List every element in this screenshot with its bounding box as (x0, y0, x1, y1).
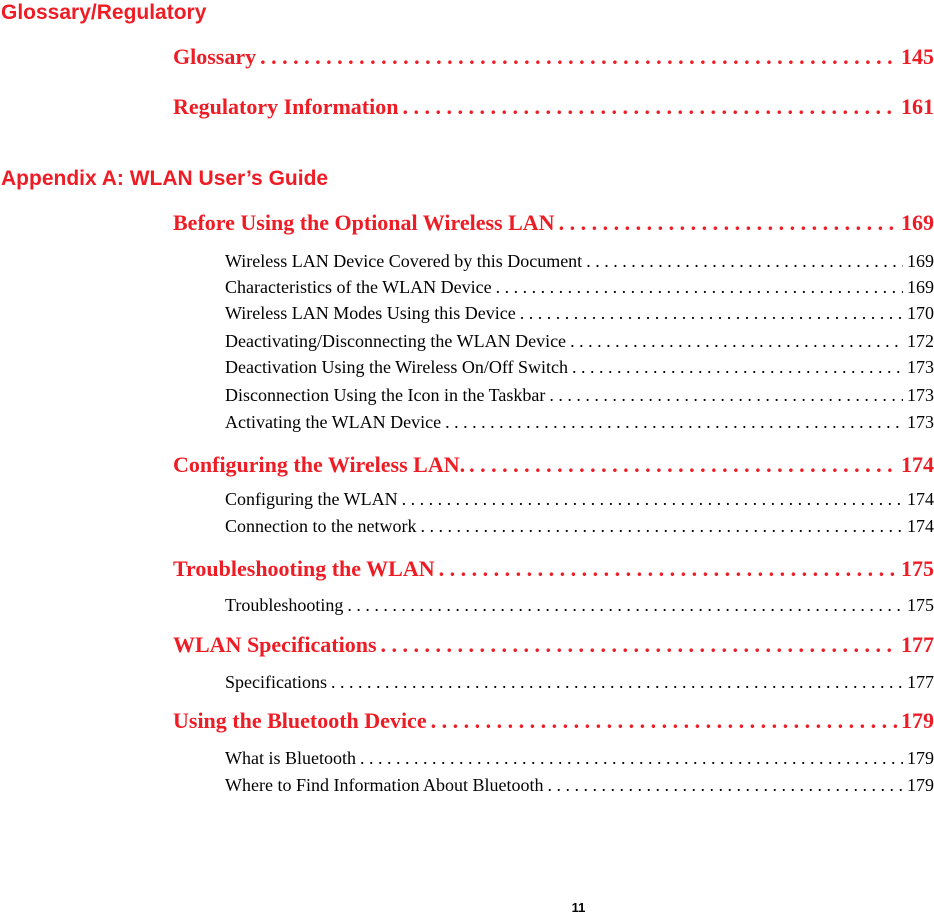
section-heading-glossary-regulatory: Glossary/Regulatory (1, 1, 207, 24)
toc-subentry-characteristics-wlan-device[interactable] (225, 276, 934, 298)
toc-page-number: 175 (907, 595, 934, 615)
dot-leader (381, 631, 898, 659)
toc-entry-title: What is Bluetooth (225, 748, 356, 768)
dot-leader (439, 555, 897, 583)
toc-page-number: 161 (901, 94, 934, 119)
dot-leader (586, 250, 903, 272)
toc-entry-regulatory-information[interactable] (173, 93, 934, 121)
toc-page-number: 174 (907, 516, 934, 536)
toc-entry-title: Where to Find Information About Bluetooth (225, 775, 544, 795)
toc-page-number: 169 (907, 251, 934, 271)
toc-page-number: 170 (907, 303, 934, 323)
toc-page-number: 172 (907, 331, 934, 351)
toc-entry-using-bluetooth-device[interactable] (173, 707, 934, 735)
toc-entry-title: Configuring the WLAN (225, 489, 398, 509)
toc-entry-title: Disconnection Using the Icon in the Taskbar (225, 385, 546, 405)
dot-leader (559, 209, 897, 237)
toc-page-number: 179 (907, 748, 934, 768)
toc-entry-title: Activating the WLAN Device (225, 412, 442, 432)
toc-entry-title: WLAN Specifications (173, 632, 377, 657)
toc-page-number: 174 (901, 452, 934, 477)
toc-entry-title: Wireless LAN Device Covered by this Document (225, 251, 583, 271)
toc-entry-title: Connection to the network (225, 516, 417, 536)
toc-page-number: 174 (907, 489, 934, 509)
toc-entry-configuring-wireless-lan[interactable] (173, 451, 934, 479)
toc-entry-title: Deactivating/Disconnecting the WLAN Device (225, 331, 567, 351)
dot-leader (420, 515, 903, 537)
toc-subentry-what-is-bluetooth[interactable] (225, 747, 934, 769)
dot-leader (520, 302, 903, 324)
toc-subentry-activating-wlan-device[interactable] (225, 411, 934, 433)
page-number: 11 (571, 900, 586, 915)
toc-subentry-deactivation-switch[interactable] (225, 356, 934, 378)
toc-page-number: 179 (901, 708, 934, 733)
dot-leader (360, 747, 903, 769)
toc-page-number: 177 (901, 632, 934, 657)
toc-subentry-wlan-device-covered[interactable] (225, 250, 934, 272)
dot-leader (549, 384, 903, 406)
toc-entry-before-using-wireless-lan[interactable] (173, 209, 934, 237)
toc-subentry-troubleshooting[interactable] (225, 594, 934, 616)
dot-leader (331, 671, 903, 693)
toc-entry-title: Regulatory Information (173, 94, 399, 119)
dot-leader (445, 411, 903, 433)
toc-subentry-connection-to-network[interactable] (225, 515, 934, 537)
dot-leader (347, 594, 903, 616)
toc-subentry-deactivating-disconnecting[interactable] (225, 330, 934, 352)
toc-page-number: 179 (907, 775, 934, 795)
toc-entry-title: Troubleshooting (225, 595, 344, 615)
dot-leader (570, 330, 903, 352)
toc-entry-title: Characteristics of the WLAN Device (225, 277, 492, 297)
toc-entry-glossary[interactable] (173, 43, 934, 71)
dot-leader (402, 93, 897, 121)
dot-leader (402, 488, 903, 510)
section-heading-appendix-a: Appendix A: WLAN User’s Guide (1, 167, 329, 190)
toc-subentry-where-to-find-bluetooth-info[interactable] (225, 774, 934, 796)
toc-page-number: 173 (907, 357, 934, 377)
toc-subentry-configuring-wlan[interactable] (225, 488, 934, 510)
toc-entry-wlan-specifications[interactable] (173, 631, 934, 659)
toc-subentry-specifications[interactable] (225, 671, 934, 693)
toc-entry-title: Before Using the Optional Wireless LAN (173, 210, 555, 235)
toc-page-number: 145 (901, 44, 934, 69)
toc-page-number: 169 (907, 277, 934, 297)
toc-page-number: 177 (907, 672, 934, 692)
toc-entry-title: Specifications (225, 672, 327, 692)
toc-entry-troubleshooting-wlan[interactable] (173, 555, 934, 583)
dot-leader (496, 276, 903, 298)
toc-entry-title: Deactivation Using the Wireless On/Off Switch (225, 357, 569, 377)
dot-leader (260, 43, 897, 71)
toc-page-number: 175 (901, 556, 934, 581)
toc-entry-title: Wireless LAN Modes Using this Device (225, 303, 516, 323)
toc-page-number: 169 (901, 210, 934, 235)
toc-page-number: 173 (907, 385, 934, 405)
dot-leader (547, 774, 903, 796)
dot-leader (431, 707, 897, 735)
toc-entry-title: Troubleshooting the WLAN (173, 556, 435, 581)
toc-entry-title: Glossary (173, 44, 257, 69)
dot-leader (572, 356, 903, 378)
toc-subentry-wlan-modes[interactable] (225, 302, 934, 324)
toc-page-number: 173 (907, 412, 934, 432)
toc-entry-title: Configuring the Wireless LAN. (173, 452, 466, 477)
toc-entry-title: Using the Bluetooth Device (173, 708, 427, 733)
dot-leader (469, 451, 897, 479)
toc-subentry-disconnection-taskbar[interactable] (225, 384, 934, 406)
